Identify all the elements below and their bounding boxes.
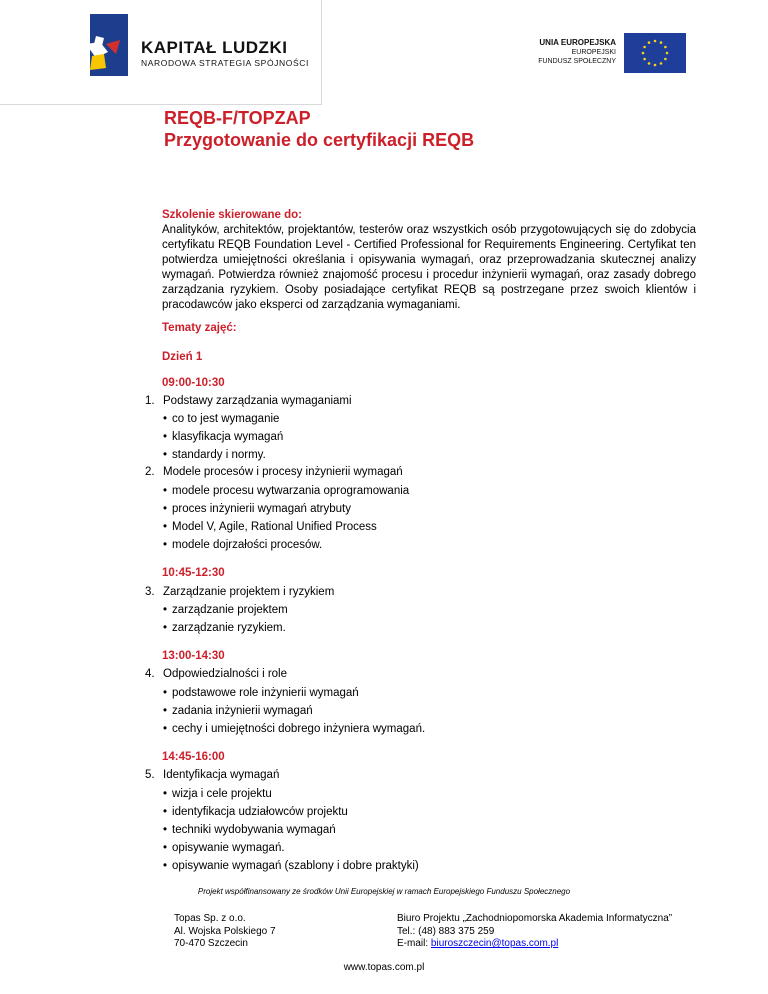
topic-title: Modele procesów i procesy inżynierii wymagań	[163, 466, 403, 478]
topic-number: 5.	[145, 769, 155, 781]
topic-bullet: • klasyfikacja wymagań	[163, 430, 283, 445]
eu-line2: EUROPEJSKI	[571, 48, 616, 56]
eu-line1: UNIA EUROPEJSKA	[539, 38, 616, 47]
eu-flag-icon	[624, 33, 686, 73]
kapital-ludzki-title: KAPITAŁ LUDZKI	[141, 38, 288, 57]
topic-bullet: • podstawowe role inżynierii wymagań	[163, 686, 359, 701]
project-office	[397, 913, 672, 951]
topic-bullet: • identyfikacja udziałowców projektu	[163, 805, 348, 820]
audience-heading: Szkolenie skierowane do:	[162, 209, 302, 221]
session-time: 13:00-14:30	[162, 650, 225, 662]
company-address	[174, 913, 276, 951]
session-time: 09:00-10:30	[162, 377, 225, 389]
project-office-phone: Tel.: (48) 883 375 259	[397, 925, 495, 937]
topic-number: 3.	[145, 586, 155, 598]
cofinance-note: Projekt współfinansowany ze środków Unii Europejskiej w ramach Europejskiego Funduszu Społecznego	[197, 887, 571, 896]
topic-number: 1.	[145, 395, 155, 407]
topic-bullet: • zadania inżynierii wymagań	[163, 704, 313, 719]
topic-bullet: • proces inżynierii wymagań atrybuty	[163, 502, 351, 517]
topic-bullet: • opisywanie wymagań.	[163, 841, 285, 856]
topic-bullet: • zarządzanie ryzykiem.	[163, 621, 286, 636]
address-line: Topas Sp. z o.o.	[174, 913, 246, 924]
audience-section	[162, 208, 696, 313]
address-line: 70-470 Szczecin	[174, 938, 248, 949]
topic-bullet: • modele dojrzałości procesów.	[163, 538, 322, 553]
topic-number: 2.	[145, 466, 155, 478]
topic-title: Identyfikacja wymagań	[163, 769, 280, 781]
topic-title: Odpowiedzialności i role	[163, 668, 288, 680]
eu-line3: FUNDUSZ SPOŁECZNY	[538, 58, 616, 65]
topic-bullet: • zarządzanie projektem	[163, 603, 288, 618]
topic-bullet: • Model V, Agile, Rational Unified Process	[163, 520, 377, 535]
email-label: E-mail:	[397, 938, 431, 949]
eu-logo-text	[508, 38, 616, 67]
topic-title: Podstawy zarządzania wymaganiami	[163, 395, 352, 407]
kapital-ludzki-logo-icon	[86, 14, 130, 76]
session-time: 10:45-12:30	[162, 567, 225, 579]
topic-bullet: • co to jest wymaganie	[163, 412, 279, 427]
address-line: Al. Wojska Polskiego 7	[174, 925, 276, 937]
topic-bullet: • modele procesu wytwarzania oprogramowania	[163, 484, 409, 499]
topics-heading: Tematy zajęć:	[162, 322, 237, 334]
topic-title: Zarządzanie projektem i ryzykiem	[163, 586, 335, 598]
topic-number: 4.	[145, 668, 155, 680]
topic-bullet: • wizja i cele projektu	[163, 787, 272, 802]
topic-bullet: • cechy i umiejętności dobrego inżyniera wymagań.	[163, 722, 425, 737]
audience-text: Analityków, architektów, projektantów, testerów oraz wszystkich osób przygotowujących się do zdobycia certyfikatu REQB Foundation Level - Certified Professional for Requirements Engineering. Certyfikat ten potwierdza umiejętności określania i opisywania wymagań, oraz przeprowadzania skutecznej analizy wymagań. Potwierdza również znajomość procesu i procedur inżynierii wymagań, oraz zasady dobrego zarządzania ryzykiem. Osoby posiadające certyfikat REQB są postrzegane przez swoich klientów i pracodawców jako eksperci od zarządzania wymaganiami.	[162, 224, 696, 311]
day-heading: Dzień 1	[162, 351, 203, 363]
topic-bullet: • techniki wydobywania wymagań	[163, 823, 336, 838]
course-code: REQB-F/TOPZAP	[164, 108, 311, 128]
topic-bullet: • opisywanie wymagań (szablony i dobre praktyki)	[163, 859, 419, 874]
email-link[interactable]: biuroszczecin@topas.com.pl	[430, 938, 559, 949]
project-office-name: Biuro Projektu „Zachodniopomorska Akademia Informatyczna”	[397, 913, 673, 924]
website[interactable]: www.topas.com.pl	[343, 962, 425, 973]
session-time: 14:45-16:00	[162, 751, 225, 763]
topic-bullet: • standardy i normy.	[163, 448, 266, 463]
kapital-ludzki-subtitle: NARODOWA STRATEGIA SPÓJNOŚCI	[141, 58, 309, 68]
course-title: Przygotowanie do certyfikacji REQB	[164, 130, 475, 150]
project-office-email-row	[397, 938, 672, 951]
